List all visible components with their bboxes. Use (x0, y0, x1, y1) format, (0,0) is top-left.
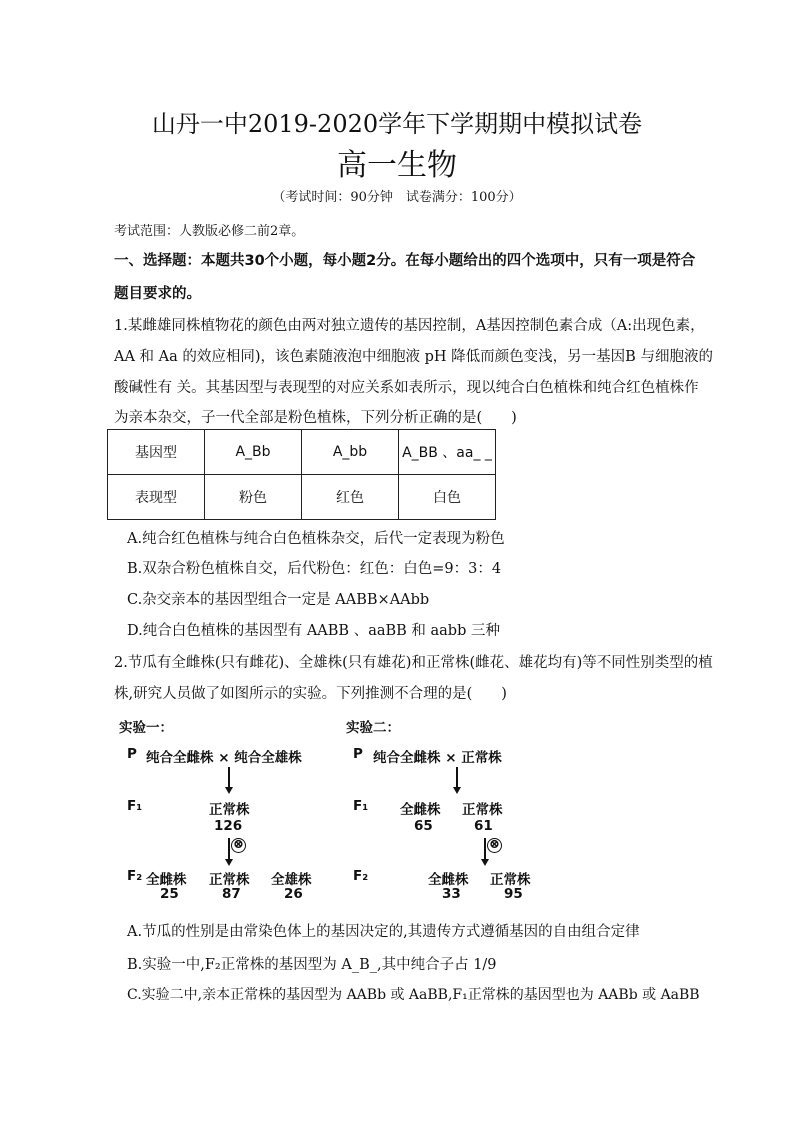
section-intro-line2: 题目要求的。 (114, 286, 201, 302)
arrow-down-icon (456, 767, 458, 788)
q1-option-c: C.杂交亲本的基因型组合一定是 AABB×AAbb (127, 592, 430, 608)
exp1-f2-count-3: 26 (284, 886, 303, 902)
exp2-f2-label: F₂ (353, 868, 369, 884)
exp2-f2-name-1: 全雌株 (428, 872, 469, 888)
exp2-title: 实验二： (346, 720, 400, 736)
q1-text-line2: AA 和 Aa 的效应相同)，该色素随液泡中细胞液 pH 降低而颜色变浅，另一基因B 与细胞液的 (114, 349, 713, 365)
exp1-f2-name-2: 正常株 (209, 872, 250, 888)
subject-title: 高一生物 (337, 148, 457, 183)
table-cell: 表现型 (108, 475, 205, 520)
exp1-f2-name-3: 全雄株 (271, 872, 312, 888)
exp1-f1-label: F₁ (127, 798, 143, 814)
q1-text-line3: 酸碱性有 关。其基因型与表现型的对应关系如表所示，现以纯合白色植株和纯合红色植株作 (114, 380, 699, 396)
exp1-p-cross: 纯合全雌株 × 纯合全雄株 (146, 750, 302, 766)
exp2-f1-name-1: 全雌株 (400, 802, 441, 818)
table-cell: A_bb (302, 430, 399, 475)
exam-scope: 考试范围：人教版必修二前2章。 (114, 224, 305, 239)
exp1-title: 实验一： (119, 720, 173, 736)
exp2-p-label: P (353, 746, 363, 762)
q2-option-b: B.实验一中,F₂正常株的基因型为 A_B_,其中纯合子占 1/9 (127, 957, 497, 973)
exp2-f2-count-1: 33 (442, 886, 461, 902)
exp2-f1-count-2: 61 (474, 818, 493, 834)
genotype-phenotype-table (107, 429, 496, 520)
table-cell: 基因型 (108, 430, 205, 475)
arrow-down-icon (228, 838, 230, 860)
table-cell: 白色 (399, 475, 496, 520)
table-row (108, 430, 496, 475)
table-cell: 粉色 (205, 475, 302, 520)
q1-text-line4: 为亲本杂交，子一代全部是粉色植株，下列分析正确的是( ) (114, 410, 517, 426)
table-cell: A_BB 、aa_ _ (399, 430, 496, 475)
arrow-down-icon (228, 767, 230, 788)
arrow-head-icon (225, 859, 233, 866)
q1-option-a: A.纯合红色植株与纯合白色植株杂交，后代一定表现为粉色 (127, 531, 505, 547)
exp1-f2-name-1: 全雌株 (146, 872, 187, 888)
exp2-f1-label: F₁ (353, 798, 369, 814)
arrow-head-icon (225, 787, 233, 794)
exp1-f1-count: 126 (214, 818, 243, 834)
exp1-p-label: P (127, 746, 137, 762)
exp1-f1-name: 正常株 (209, 802, 250, 818)
table-row (108, 475, 496, 520)
exp1-f2-label: F₂ (127, 868, 143, 884)
exp1-f2-count-1: 25 (160, 886, 179, 902)
arrow-head-icon (453, 787, 461, 794)
exp2-f2-name-2: 正常株 (490, 872, 531, 888)
exam-info: （考试时间：90分钟 试卷满分：100分） (272, 190, 522, 205)
arrow-down-icon (484, 838, 486, 860)
exp2-f1-count-1: 65 (414, 818, 433, 834)
q2-option-a: A.节瓜的性别是由常染色体上的基因决定的,其遗传方式遵循基因的自由组合定律 (127, 924, 640, 940)
q1-option-b: B.双杂合粉色植株自交，后代粉色：红色：白色=9：3：4 (127, 561, 502, 577)
section-intro-line1: 一、选择题：本题共30个小题，每小题2分。在每小题给出的四个选项中，只有一项是符合 (114, 253, 696, 269)
q2-text-line2: 株,研究人员做了如图所示的实验。下列推测不合理的是( ) (114, 686, 507, 702)
exp1-f2-count-2: 87 (222, 886, 241, 902)
arrow-head-icon (481, 859, 489, 866)
exam-title: 山丹一中2019-2020学年下学期期中模拟试卷 (151, 110, 643, 138)
table-cell: A_Bb (205, 430, 302, 475)
q1-text-line1: 1.某雌雄同株植物花的颜色由两对独立遗传的基因控制，A基因控制色素合成（A:出现色素， (114, 318, 705, 334)
table-cell: 红色 (302, 475, 399, 520)
exp2-f2-count-2: 95 (504, 886, 523, 902)
q2-option-c: C.实验二中,亲本正常株的基因型为 AABb 或 AaBB,F₁正常株的基因型也为 AABb 或 AaBB (127, 987, 700, 1003)
exp2-f1-name-2: 正常株 (462, 802, 503, 818)
exp2-p-cross: 纯合全雌株 × 正常株 (373, 750, 502, 766)
q1-option-d: D.纯合白色植株的基因型有 AABB 、aaBB 和 aabb 三种 (127, 623, 500, 639)
selfing-symbol-icon: ⊗ (231, 838, 246, 853)
q2-text-line1: 2.节瓜有全雌株(只有雌花)、全雄株(只有雄花)和正常株(雌花、雄花均有)等不同性别类型的植 (114, 655, 713, 671)
selfing-symbol-icon: ⊗ (487, 838, 502, 853)
